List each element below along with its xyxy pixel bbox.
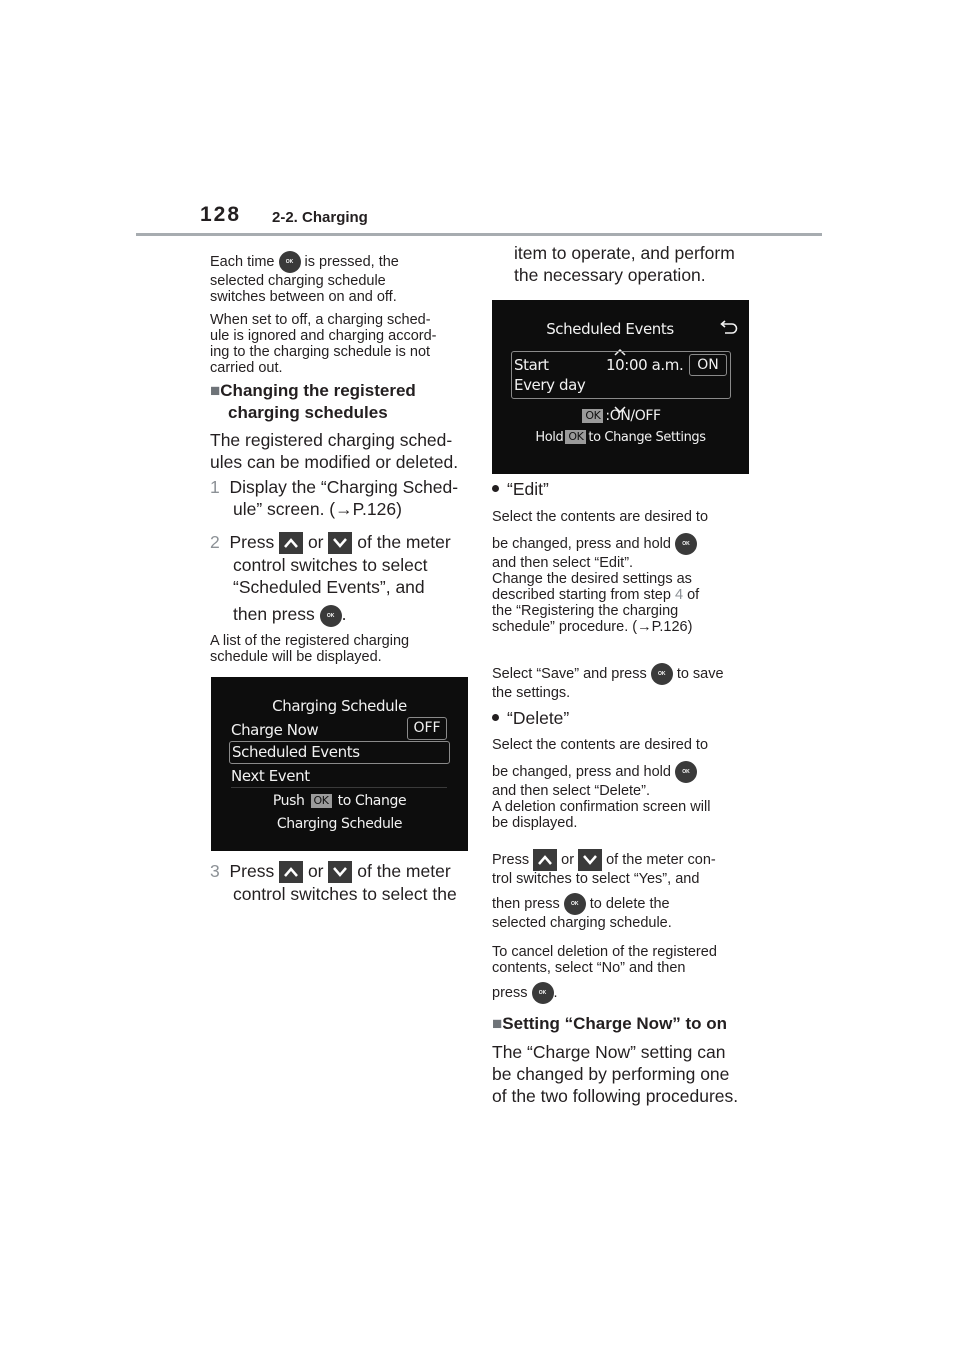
step-3: 3 Press or of the meter control switches to select the [210,861,457,905]
ok-button-icon: OK [532,982,554,1004]
paragraph-save: Select “Save” and press OK to save the settings. [492,663,724,701]
chevron-down-icon [328,861,352,883]
step-3-continued: item to operate, and perform the necessary operation. [514,243,735,285]
paragraph-off-note: When set to off, a charging sched- ule is ignored and charging accord- ing to the charging schedule is not carried out. [210,312,437,376]
ok-button-icon: OK [651,663,673,685]
step-1: 1 Display the “Charging Sched- ule” screen. (→P.126) [210,477,459,519]
paragraph-charge-now: The “Charge Now” setting can be changed by performing one of the two following procedures. [492,1042,739,1106]
hint-push: Push OK to Change [272,793,407,809]
hint-hold: Hold OK to Change Settings [535,430,706,445]
paragraph-toggle: Each time OK is pressed, the selected charging schedule switches between on and off. [210,251,399,305]
chevron-down-icon [578,849,602,871]
paragraph-modify: The registered charging sched- ules can be modified or deleted. [210,430,459,472]
page-number: 128 [200,203,242,226]
charge-now-state: OFF [407,717,447,740]
ok-button-icon: OK [279,251,301,273]
hint-on-off: OK :ON/OFF [492,408,749,424]
charging-schedule-screen [211,677,468,851]
heading-square-icon: ■ [210,381,221,400]
ok-button-icon: OK [675,761,697,783]
heading-square-icon: ■ [492,1014,503,1033]
return-arrow-icon [717,320,739,340]
heading-changing-schedules: ■Changing the registered charging schedules [210,381,416,422]
row-charge-now: Charge Now [231,721,319,739]
screen-divider [231,787,447,788]
paragraph-press-yes: Press or of the meter con- trol switches to select “Yes”, and then press OK to delete the selected charging schedule. [492,849,716,931]
ok-button-icon: OK [564,893,586,915]
row-next-event: Next Event [231,767,310,785]
heading-charge-now: ■Setting “Charge Now” to on [492,1014,728,1033]
bullet-icon [492,714,499,721]
bullet-delete: “Delete” [492,707,569,729]
paragraph-cancel: To cancel deletion of the registered contents, select “No” and then press OK . [492,944,717,1004]
scheduled-events-screen [492,300,749,474]
chevron-down-icon [328,532,352,554]
paragraph-delete: Select the contents are desired to be changed, press and hold OK and then select “Delete”. A deletion confirmation screen will be displayed. [492,737,711,831]
event-time: 10:00 a.m. [606,356,684,374]
event-start: Start [514,356,549,374]
event-state: ON [689,354,727,376]
ok-button-icon: OK [320,605,342,627]
ok-button-icon: OK [675,533,697,555]
row-scheduled-events-selected: Scheduled Events [229,741,450,764]
section-title: 2-2. Charging [272,209,368,226]
step-2: 2 Press or of the meter control switches to select “Scheduled Events”, and then press OK . [210,531,451,627]
hint-charging-schedule: Charging Schedule [276,816,403,832]
paragraph-list-displayed: A list of the registered charging schedule will be displayed. [210,633,410,665]
chevron-up-icon [533,849,557,871]
event-frequency: Every day [514,376,586,394]
screen-title: Charging Schedule [272,697,407,715]
header-rule [136,233,822,236]
bullet-icon [492,485,499,492]
chevron-up-icon [279,532,303,554]
paragraph-edit: Select the contents are desired to be changed, press and hold OK and then select “Edit”. Change the desired settings as described starting from step 4 of the “Registering the charging schedule” procedure. (→P.126) [492,509,709,635]
bullet-edit: “Edit” [492,478,549,500]
screen-title: Scheduled Events [546,320,674,338]
chevron-up-icon [279,861,303,883]
